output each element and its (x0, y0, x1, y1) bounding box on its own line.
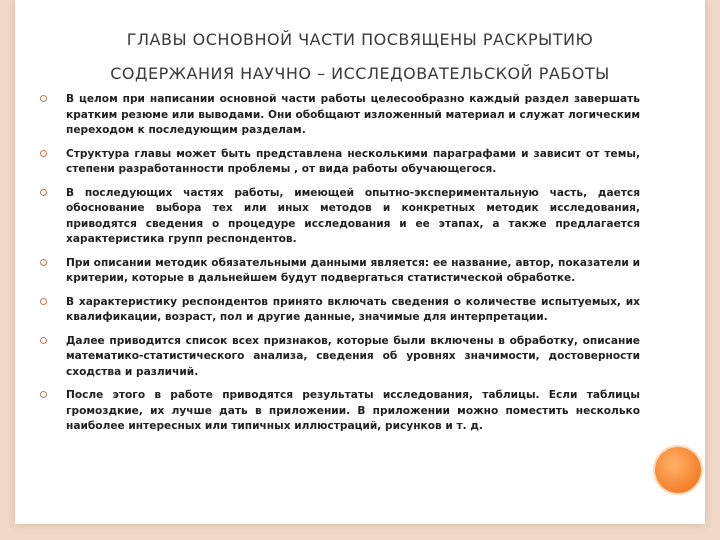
list-item (40, 295, 640, 326)
list-item (40, 186, 640, 248)
list-item (40, 92, 640, 139)
list-item-text: В характеристику респондентов принято включать сведения о количестве испытуемых, их квалификации, возраст, пол и другие данные, значимые для интерпретации. (66, 295, 640, 323)
title-line-2: СОДЕРЖАНИЯ НАУЧНО – ИССЛЕДОВАТЕЛЬСКОЙ РАБОТЫ (110, 63, 610, 83)
slide (15, 0, 705, 524)
list-item-text: При описании методик обязательными данными является: ее название, автор, показатели и критерии, которые в дальнейшем будут подвергаться статистической обработке. (66, 256, 640, 284)
list-item-text: Далее приводится список всех признаков, которые были включены в обработку, описание математико-статистического анализа, сведения об уровнях значимости, достоверности сходства и различий. (66, 334, 640, 378)
ring-bullet-icon (40, 391, 47, 398)
ring-bullet-icon (40, 259, 47, 266)
ring-bullet-icon (40, 150, 47, 157)
list-item-text: Структура главы может быть представлена несколькими параграфами и зависит от темы, степени разработанности проблемы , от вида работы обучающегося. (66, 147, 640, 175)
ring-bullet-icon (40, 298, 47, 305)
list-item-text: В последующих частях работы, имеющей опытно-экспериментальную часть, дается обоснование выбора тех или иных методов и конкретных методик исследования, приводятся сведения о процедуре исследования и ее этапах, а также предлагается характеристика групп респондентов. (66, 186, 640, 245)
title-line-1: ГЛАВЫ ОСНОВНОЙ ЧАСТИ ПОСВЯЩЕНЫ РАСКРЫТИЮ (126, 29, 594, 49)
list-item (40, 256, 640, 287)
ring-bullet-icon (40, 95, 47, 102)
list-item-text: После этого в работе приводятся результаты исследования, таблицы. Если таблицы громоздкие, их лучше дать в приложении. В приложении можно поместить несколько наиболее интересных или типичных иллюстраций, рисунков и т. д. (66, 389, 640, 432)
list-item-text: В целом при написании основной части работы целесообразно каждый раздел завершать кратким резюме или выводами. Они обобщают изложенный материал и служат логическим переходом к последующим разделам. (66, 93, 640, 136)
list-item (40, 334, 640, 381)
list-item (40, 388, 640, 435)
ring-bullet-icon (40, 189, 47, 196)
orange-circle-decoration (655, 447, 701, 493)
content-list (40, 92, 640, 443)
slide-title (15, 23, 705, 91)
list-item (40, 147, 640, 178)
ring-bullet-icon (40, 337, 47, 344)
